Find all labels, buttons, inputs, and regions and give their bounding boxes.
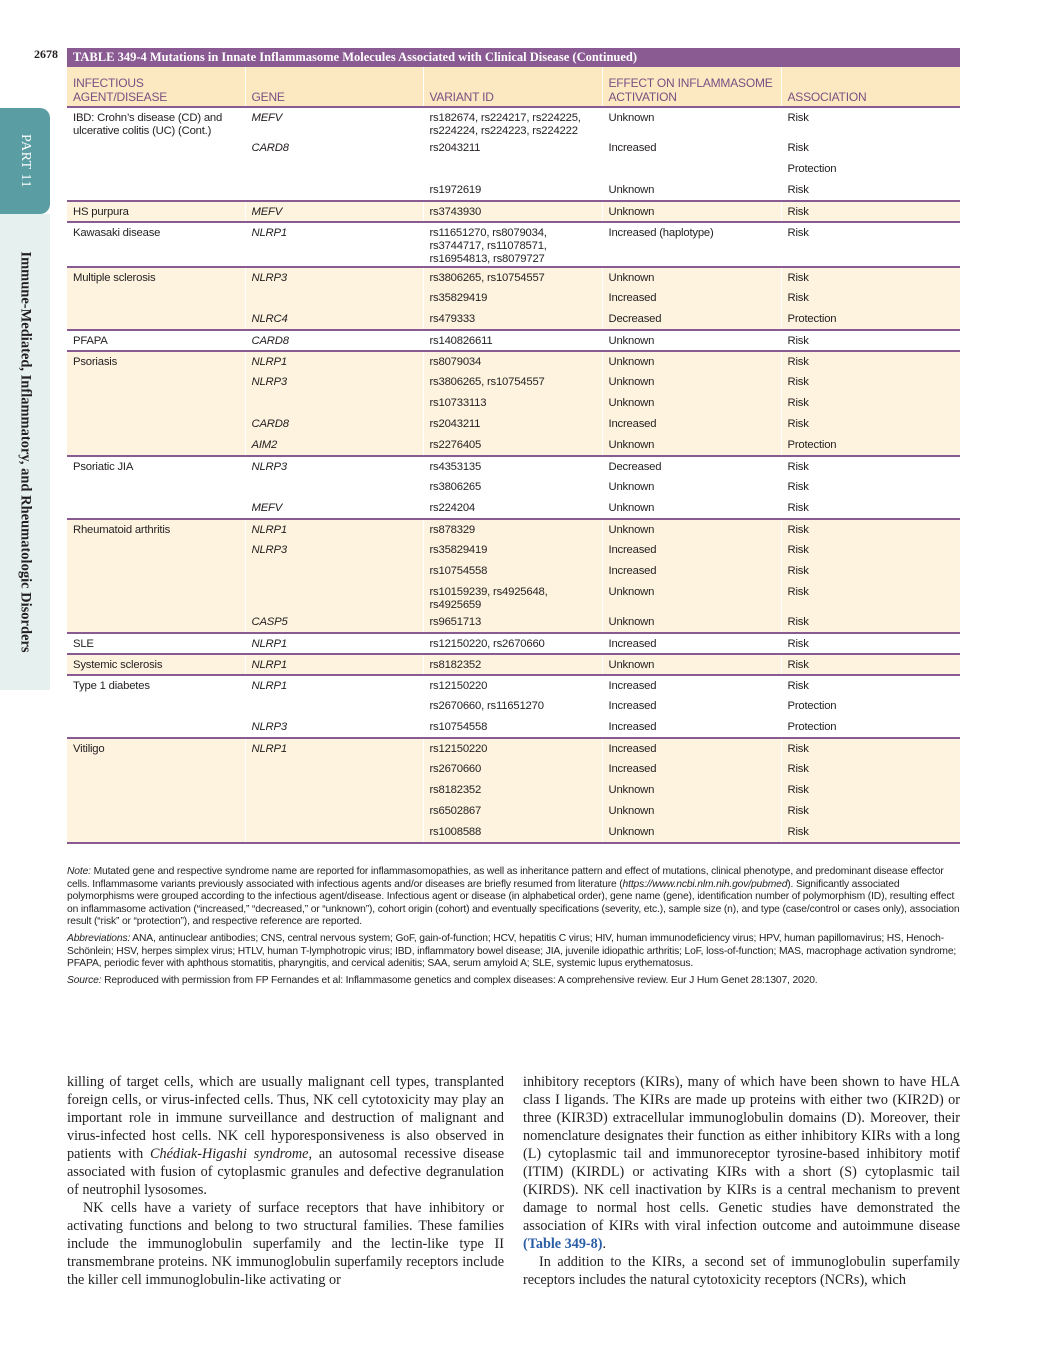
cell-variant-id: rs10159239, rs4925648, rs4925659: [423, 582, 602, 612]
cell-association: Protection: [781, 309, 960, 330]
cell-disease: Kawasaki disease: [67, 222, 245, 267]
cell-effect: Unknown: [602, 180, 781, 201]
table-row: [67, 801, 960, 822]
cell-effect: Unknown: [602, 435, 781, 456]
cell-disease: [67, 393, 245, 414]
cell-variant-id: rs479333: [423, 309, 602, 330]
cell-association: Risk: [781, 738, 960, 759]
cell-variant-id: rs4353135: [423, 456, 602, 477]
cell-effect: Increased: [602, 138, 781, 159]
body-paragraph: [523, 1073, 960, 1253]
cell-effect: Unknown: [602, 201, 781, 222]
table-row: [67, 822, 960, 843]
cell-disease: [67, 561, 245, 582]
cell-disease: Systemic sclerosis: [67, 654, 245, 675]
disease-group: [67, 107, 960, 201]
cell-gene: NLRP1: [245, 351, 423, 372]
note-label: Note:: [67, 866, 91, 877]
cell-variant-id: rs2670660, rs11651270: [423, 696, 602, 717]
cell-effect: Unknown: [602, 477, 781, 498]
cell-association: Protection: [781, 717, 960, 738]
disease-group: [67, 738, 960, 843]
cell-association: Risk: [781, 288, 960, 309]
cell-variant-id: rs10754558: [423, 717, 602, 738]
cell-association: Risk: [781, 267, 960, 288]
table-row: [67, 393, 960, 414]
cell-disease: [67, 540, 245, 561]
cell-variant-id: rs2043211: [423, 414, 602, 435]
disease-group: [67, 675, 960, 738]
cell-gene: CASP5: [245, 612, 423, 633]
cell-variant-id: rs35829419: [423, 288, 602, 309]
cell-effect: Increased: [602, 288, 781, 309]
cell-variant-id: rs8079034: [423, 351, 602, 372]
disease-group: [67, 456, 960, 519]
cell-association: Risk: [781, 582, 960, 612]
cell-association: Risk: [781, 801, 960, 822]
cell-disease: Rheumatoid arthritis: [67, 519, 245, 540]
cell-variant-id: rs8182352: [423, 780, 602, 801]
abbr-text: ANA, antinuclear antibodies; CNS, central nervous system; GoF, gain-of-function; HCV, hepatitis C virus; HIV, human immunodeficiency virus; HPV, human papillomavirus; HS, Henoch-Schönlein; HSV, herpes simplex virus; HTLV, human T-lymphotropic virus; IBD, inflammatory bowel disease; JIA, juvenile idiopathic arthritis; LoF, loss-of-function; MAS, macrophage activation syndrome; PFAPA, periodic fever with aphthous stomatitis, pharyngitis, and cervical adenitis; SAA, serum amyloid A; SLE, systemic lupus erythematosus.: [67, 932, 957, 970]
header-variant: VARIANT ID: [423, 67, 602, 107]
cell-variant-id: rs3806265, rs10754557: [423, 267, 602, 288]
cell-gene: NLRP3: [245, 372, 423, 393]
cell-variant-id: rs9651713: [423, 612, 602, 633]
table-row: [67, 477, 960, 498]
cell-variant-id: rs12150220: [423, 675, 602, 696]
cell-association: Risk: [781, 222, 960, 267]
table-row: [67, 435, 960, 456]
cell-disease: [67, 414, 245, 435]
cell-disease: [67, 309, 245, 330]
table-row: [67, 222, 960, 267]
disease-group: [67, 330, 960, 351]
table-row: [67, 654, 960, 675]
cell-variant-id: rs10754558: [423, 561, 602, 582]
table-row: [67, 759, 960, 780]
header-gene: GENE: [245, 67, 423, 107]
cell-effect: Decreased: [602, 309, 781, 330]
cell-disease: [67, 138, 245, 159]
disease-group: [67, 201, 960, 222]
cell-gene: NLRP3: [245, 267, 423, 288]
cell-effect: Increased: [602, 633, 781, 654]
cell-effect: Increased: [602, 696, 781, 717]
table-row: [67, 633, 960, 654]
cell-effect: Unknown: [602, 780, 781, 801]
cell-variant-id: rs11651270, rs8079034, rs3744717, rs11078571, rs16954813, rs8079727: [423, 222, 602, 267]
cell-variant-id: rs3806265, rs10754557: [423, 372, 602, 393]
cell-variant-id: rs12150220: [423, 738, 602, 759]
header-association: ASSOCIATION: [781, 67, 960, 107]
cell-variant-id: rs182674, rs224217, rs224225, rs224224, rs224223, rs224222: [423, 107, 602, 138]
cell-gene: NLRP1: [245, 654, 423, 675]
cell-disease: [67, 435, 245, 456]
source-label: Source:: [67, 974, 102, 986]
cell-association: Risk: [781, 414, 960, 435]
table-row: [67, 675, 960, 696]
data-table: [67, 67, 960, 844]
cell-association: Risk: [781, 201, 960, 222]
note-text-1: Mutated gene and respective syndrome name are reported for inflammasomopathies, as well as inheritance pattern and effect of mutations, clinical phenotype, and predominant disease effector cells. Inflammasome variants previously associated with infectious agents and/or diseases are briefly resumed from literature (: [67, 866, 944, 890]
cell-effect: Unknown: [602, 372, 781, 393]
cell-disease: [67, 717, 245, 738]
cell-variant-id: rs2043211: [423, 138, 602, 159]
table-row: [67, 582, 960, 612]
cell-gene: [245, 288, 423, 309]
cell-association: Risk: [781, 372, 960, 393]
cell-variant-id: rs3806265: [423, 477, 602, 498]
body-text: , an autosomal recessive disease associated with fusion of cytoplasmic granules and defective degranulation of neutrophil lysosomes.: [67, 1146, 505, 1198]
cell-variant-id: rs1008588: [423, 822, 602, 843]
table-row: [67, 267, 960, 288]
cell-variant-id: rs6502867: [423, 801, 602, 822]
cell-disease: [67, 582, 245, 612]
body-text: inhibitory receptors (KIRs), many of which have been shown to have HLA class I ligands. The KIRs are made up proteins with either two (KIR2D) or three (KIR3D) extracellular immunoglobulin domains (D). Moreover, their nomenclature designates their function as either inhibitory KIRs with a long (L) cytoplasmic tail and immunoreceptor tyrosine-based inhibitory motif (ITIM) (KIRDL) or activating KIRs with a short (S) cytoplasmic tail (KIRDS). NK cell inactivation by KIRs is a central mechanism to prevent damage to normal host cells. Genetic studies have demonstrated the association of KIRs with viral infection outcome and autoimmune disease: [523, 1074, 960, 1234]
table-row: [67, 696, 960, 717]
cell-gene: CARD8: [245, 330, 423, 351]
cell-variant-id: rs10733113: [423, 393, 602, 414]
disease-group: [67, 351, 960, 456]
cell-gene: NLRP1: [245, 222, 423, 267]
disease-group: [67, 267, 960, 330]
cell-effect: Decreased: [602, 456, 781, 477]
cell-disease: [67, 696, 245, 717]
cell-disease: [67, 288, 245, 309]
cell-disease: Multiple sclerosis: [67, 267, 245, 288]
cell-gene: NLRP1: [245, 633, 423, 654]
cell-gene: [245, 822, 423, 843]
cell-variant-id: [423, 159, 602, 180]
table-row: [67, 612, 960, 633]
cell-disease: Psoriasis: [67, 351, 245, 372]
table-header-row: [67, 67, 960, 107]
cell-association: Protection: [781, 435, 960, 456]
cell-association: Risk: [781, 456, 960, 477]
cell-association: Risk: [781, 519, 960, 540]
cell-disease: HS purpura: [67, 201, 245, 222]
table-row: [67, 372, 960, 393]
cell-disease: [67, 372, 245, 393]
cell-gene: [245, 696, 423, 717]
cell-association: Risk: [781, 498, 960, 519]
cell-variant-id: rs8182352: [423, 654, 602, 675]
disease-group: [67, 633, 960, 654]
table-reference-link[interactable]: (Table 349-8): [523, 1236, 603, 1252]
cell-disease: Psoriatic JIA: [67, 456, 245, 477]
note-paragraph: [67, 866, 960, 929]
cell-association: Risk: [781, 675, 960, 696]
cell-gene: NLRP3: [245, 717, 423, 738]
table-row: [67, 456, 960, 477]
table-row: [67, 351, 960, 372]
cell-variant-id: rs224204: [423, 498, 602, 519]
body-column-left: [67, 1073, 504, 1289]
page-number: 2678: [34, 47, 58, 61]
cell-effect: Unknown: [602, 654, 781, 675]
cell-effect: Unknown: [602, 519, 781, 540]
cell-disease: [67, 180, 245, 201]
source-paragraph: [67, 975, 960, 988]
cell-association: Risk: [781, 822, 960, 843]
table-row: [67, 180, 960, 201]
cell-association: Risk: [781, 780, 960, 801]
cell-effect: Increased: [602, 561, 781, 582]
cell-variant-id: rs140826611: [423, 330, 602, 351]
cell-gene: NLRC4: [245, 309, 423, 330]
cell-gene: MEFV: [245, 107, 423, 138]
cell-gene: [245, 159, 423, 180]
table-row: [67, 738, 960, 759]
cell-disease: [67, 498, 245, 519]
table-row: [67, 414, 960, 435]
cell-gene: [245, 759, 423, 780]
cell-association: Risk: [781, 351, 960, 372]
cell-effect: Unknown: [602, 393, 781, 414]
cell-association: Risk: [781, 393, 960, 414]
cell-effect: [602, 159, 781, 180]
syndrome-name: Chédiak-Higashi syndrome: [150, 1146, 309, 1162]
note-text-2: ). Significantly associated polymorphisms were grouped according to the infectious agent/disease. Infectious agent or disease (in alphabetical order), gene name (gene), identification number of polymorphism (ID), resulting effect on inflammasome activation (“increased,” “decreased,” or “unknown”), cohort origin (cohort) and eventually specifications (severity, etc.), sample size (n), and type (case/control or cases only), association result (“risk” or “protection”), and respective reference are reported.: [67, 878, 960, 928]
table-row: [67, 138, 960, 159]
cell-effect: Unknown: [602, 822, 781, 843]
cell-association: Risk: [781, 633, 960, 654]
cell-variant-id: rs3743930: [423, 201, 602, 222]
header-effect: EFFECT ON INFLAMMASOME ACTIVATION: [602, 67, 781, 107]
body-paragraph: [67, 1073, 504, 1199]
cell-gene: [245, 561, 423, 582]
disease-group: [67, 654, 960, 675]
cell-effect: Increased: [602, 717, 781, 738]
table-row: [67, 201, 960, 222]
cell-disease: IBD: Crohn’s disease (CD) and ulcerative colitis (UC) (Cont.): [67, 107, 245, 138]
cell-association: Protection: [781, 159, 960, 180]
table-row: [67, 288, 960, 309]
section-title: Immune-Mediated, Inflammatory, and Rheumatologic Disorders: [17, 251, 34, 653]
cell-disease: [67, 801, 245, 822]
cell-disease: [67, 477, 245, 498]
table-row: [67, 780, 960, 801]
cell-variant-id: rs35829419: [423, 540, 602, 561]
abbr-label: Abbreviations:: [67, 932, 131, 944]
cell-variant-id: rs12150220, rs2670660: [423, 633, 602, 654]
body-paragraph: In addition to the KIRs, a second set of immunoglobulin superfamily receptors includes the natural cytotoxicity receptors (NCRs), which: [523, 1254, 960, 1288]
cell-association: Risk: [781, 477, 960, 498]
cell-gene: [245, 582, 423, 612]
cell-variant-id: rs1972619: [423, 180, 602, 201]
cell-disease: SLE: [67, 633, 245, 654]
cell-disease: [67, 159, 245, 180]
cell-association: Risk: [781, 612, 960, 633]
cell-gene: NLRP1: [245, 675, 423, 696]
cell-effect: Increased: [602, 540, 781, 561]
cell-gene: [245, 477, 423, 498]
disease-group: [67, 519, 960, 633]
cell-disease: PFAPA: [67, 330, 245, 351]
table-row: [67, 330, 960, 351]
table-row: [67, 107, 960, 138]
cell-association: Risk: [781, 138, 960, 159]
cell-gene: [245, 180, 423, 201]
cell-disease: [67, 612, 245, 633]
cell-effect: Unknown: [602, 107, 781, 138]
cell-gene: [245, 780, 423, 801]
table-row: [67, 561, 960, 582]
body-column-right: [523, 1073, 960, 1289]
note-url: https://www.ncbi.nlm.nih.gov/pubmed: [622, 878, 788, 890]
cell-gene: NLRP1: [245, 519, 423, 540]
cell-variant-id: rs878329: [423, 519, 602, 540]
mutations-table: [67, 48, 960, 844]
cell-effect: Increased (haplotype): [602, 222, 781, 267]
cell-gene: AIM2: [245, 435, 423, 456]
cell-effect: Unknown: [602, 498, 781, 519]
cell-association: Risk: [781, 654, 960, 675]
body-text: killing of target cells, which are usually malignant cell types, transplanted foreign cells, or virus-infected cells. Thus, NK cell cytotoxicity may play an important role in immune surveillance and destruction of malignant and virus-infected host cells. NK cell hyporesponsiveness is also observed in patients with: [67, 1074, 504, 1162]
part-label: PART 11: [18, 134, 33, 188]
cell-gene: [245, 393, 423, 414]
body-paragraph: NK cells have a variety of surface receptors that have inhibitory or activating functions and belong to two structural families. These families include the immunoglobulin superfamily and the lectin-like type II transmembrane proteins. NK immunoglobulin superfamily receptors include the killer cell immunoglobulin-like activating or: [67, 1200, 504, 1288]
table-title: TABLE 349-4 Mutations in Innate Inflammasome Molecules Associated with Clinical Disease (Continued): [67, 48, 960, 67]
cell-effect: Increased: [602, 738, 781, 759]
cell-effect: Unknown: [602, 801, 781, 822]
cell-disease: [67, 822, 245, 843]
cell-gene: CARD8: [245, 138, 423, 159]
abbreviations-paragraph: [67, 933, 960, 971]
cell-gene: NLRP1: [245, 738, 423, 759]
cell-effect: Increased: [602, 759, 781, 780]
cell-effect: Unknown: [602, 612, 781, 633]
cell-association: Risk: [781, 330, 960, 351]
cell-gene: CARD8: [245, 414, 423, 435]
table-row: [67, 159, 960, 180]
cell-association: Risk: [781, 561, 960, 582]
cell-association: Risk: [781, 107, 960, 138]
table-row: [67, 498, 960, 519]
table-row: [67, 717, 960, 738]
cell-disease: Vitiligo: [67, 738, 245, 759]
cell-gene: NLRP3: [245, 456, 423, 477]
cell-disease: [67, 780, 245, 801]
cell-association: Risk: [781, 759, 960, 780]
cell-effect: Unknown: [602, 330, 781, 351]
cell-association: Risk: [781, 540, 960, 561]
cell-disease: [67, 759, 245, 780]
cell-variant-id: rs2276405: [423, 435, 602, 456]
cell-disease: Type 1 diabetes: [67, 675, 245, 696]
cell-effect: Unknown: [602, 267, 781, 288]
cell-gene: MEFV: [245, 498, 423, 519]
cell-association: Risk: [781, 180, 960, 201]
cell-variant-id: rs2670660: [423, 759, 602, 780]
table-notes: [67, 866, 960, 991]
cell-gene: MEFV: [245, 201, 423, 222]
table-row: [67, 519, 960, 540]
body-text: .: [602, 1236, 607, 1252]
source-text: Reproduced with permission from FP Fernandes et al: Inflammasome genetics and complex diseases: A comprehensive review. Eur J Hum Genet 28:1307, 2020.: [101, 974, 818, 986]
header-disease: INFECTIOUS AGENT/DISEASE: [67, 67, 245, 107]
cell-association: Protection: [781, 696, 960, 717]
cell-effect: Increased: [602, 414, 781, 435]
table-row: [67, 540, 960, 561]
cell-gene: NLRP3: [245, 540, 423, 561]
cell-effect: Unknown: [602, 351, 781, 372]
cell-effect: Increased: [602, 675, 781, 696]
cell-effect: Unknown: [602, 582, 781, 612]
table-row: [67, 309, 960, 330]
disease-group: [67, 222, 960, 267]
cell-gene: [245, 801, 423, 822]
